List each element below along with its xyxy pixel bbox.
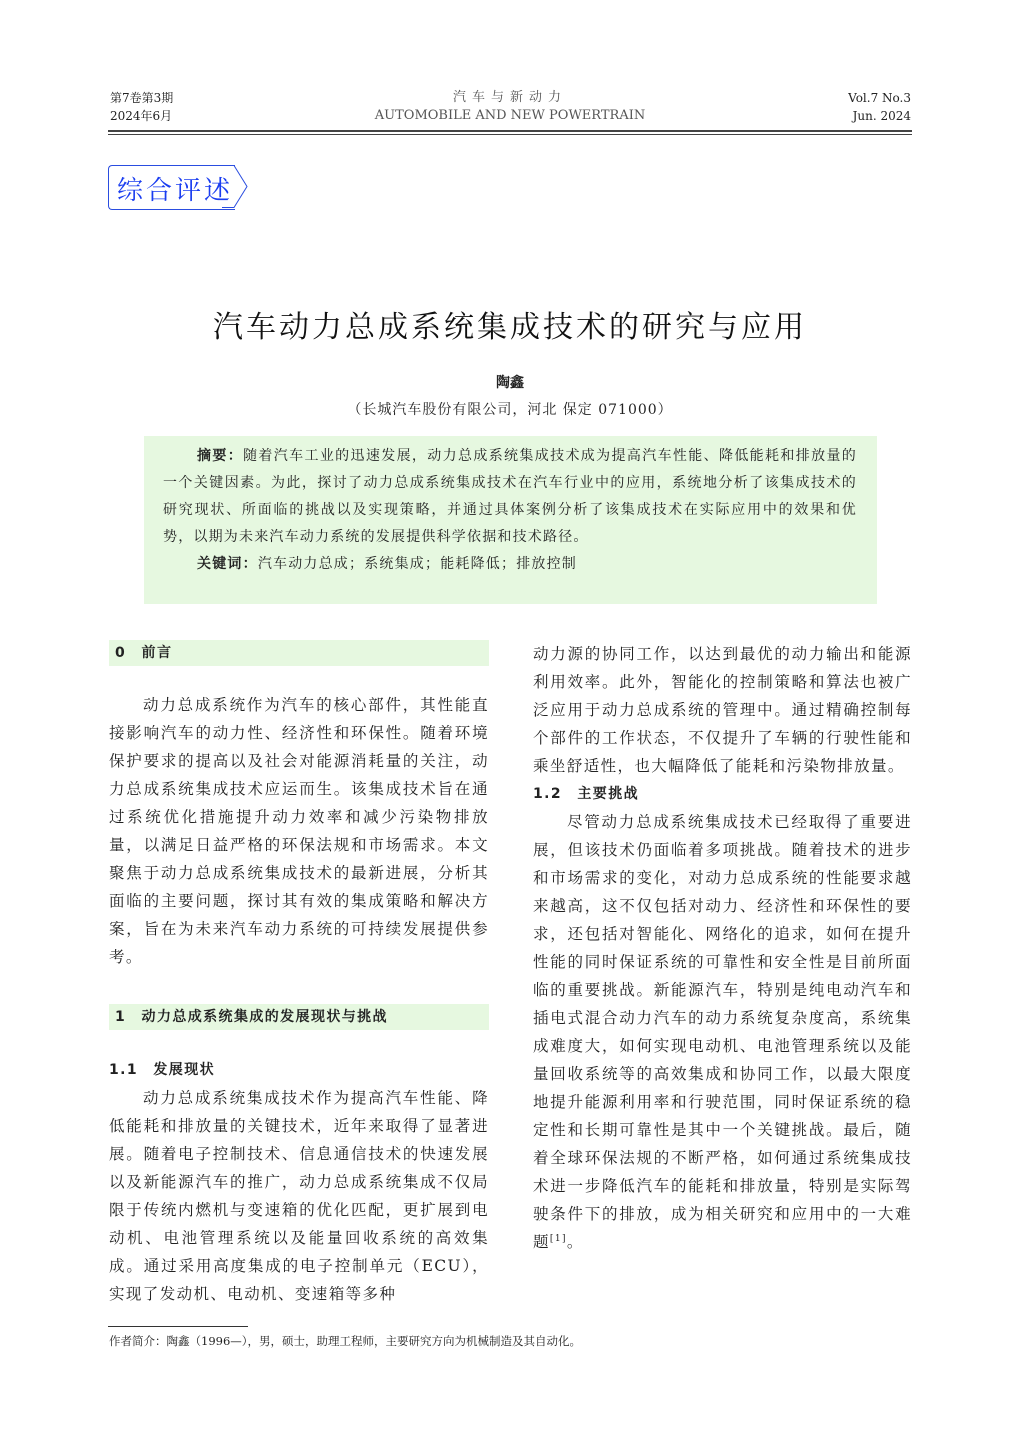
section-1-1-paragraph: 动力总成系统集成技术作为提高汽车性能、降低能耗和排放量的关键技术，近年来取得了显著进展。随着电子控制技术、信息通信技术的快速发展以及新能源汽车的推广，动力总成系统集成不仅局限于传统内燃机与变速箱的优化匹配，更扩展到电动机、电池管理系统以及能量回收系统的高效集成。通过采用高度集成的电子控制单元（ECU），实现了发动机、电动机、变速箱等多种 (109, 1089, 489, 1303)
section-1-heading: 1 动力总成系统集成的发展现状与挑战 (109, 1004, 489, 1030)
section-0-heading: 0 前言 (109, 640, 489, 666)
abstract-label: 摘要： (197, 448, 244, 464)
author: 陶鑫 (496, 375, 524, 391)
article-body (0, 436, 1020, 1369)
citation-link[interactable]: [1] (549, 1233, 567, 1244)
header-rule-thin (108, 134, 912, 135)
section-1-1-paragraph-cont: 动力源的协同工作，以达到最优的动力输出和能源利用效率。此外，智能化的控制策略和算法也被广泛应用于动力总成系统的管理中。通过精确控制每个部件的工作状态，不仅提升了车辆的行驶性能和乘坐舒适性，也大幅降低了能耗和污染物排放量。 (533, 645, 912, 775)
abstract (163, 443, 857, 551)
volume-cn: 第7卷第3期 (110, 91, 174, 105)
issue-info-cn (110, 89, 173, 125)
journal-cn: 汽车与新动力 (452, 90, 567, 105)
right-column (533, 640, 912, 1256)
abstract-text: 随着汽车工业的迅速发展，动力总成系统集成技术成为提高汽车性能、降低能耗和排放量的一个关键因素。为此，探讨了动力总成系统集成技术在汽车行业中的应用，系统地分析了该集成技术的研究现状、所面临的挑战以及实现策略，并通过具体案例分析了该集成技术在实际应用中的效果和优势，以期为未来汽车动力系统的发展提供科学依据和技术路径。 (163, 448, 857, 545)
keywords (163, 551, 857, 578)
author-footnote: 作者简介：陶鑫（1996—），男，硕士，助理工程师，主要研究方向为机械制造及其自动化。 (109, 1334, 582, 1348)
two-column-body (0, 640, 1020, 1308)
period: 。 (566, 1233, 584, 1251)
column-tag: 综合评述 (117, 176, 234, 206)
date-cn: 2024年6月 (110, 109, 173, 123)
section-1-2-text: 尽管动力总成系统集成技术已经取得了重要进展，但该技术仍面临着多项挑战。随着技术的进步和市场需求的变化，对动力总成系统的性能要求越来越高，这不仅包括对动力、经济性和环保性的要求，还包括对智能化、网络化的追求，如何在提升性能的同时保证系统的可靠性和安全性是目前所面临的重要挑战。新能源汽车，特别是纯电动汽车和插电式混合动力汽车的动力系统复杂度高，系统集成难度大，如何实现电动机、电池管理系统以及能量回收系统等的高效集成和协同工作，以最大限度地提升能源利用率和行驶范围，同时保证系统的稳定性和长期可靠性是其中一个关键挑战。最后，随着全球环保法规的不断严格，如何通过系统集成技术进一步降低汽车的能耗和排放量，特别是实际驾驶条件下的排放，成为相关研究和应用中的一大难题 (533, 813, 912, 1251)
paper-title: 汽车动力总成系统集成技术的研究与应用 (213, 310, 807, 345)
volume-en: Vol.7 No.3 (848, 91, 911, 105)
journal-name (300, 89, 720, 125)
section-1-2-heading: 1.2 主要挑战 (533, 786, 640, 802)
issue-info-en (848, 89, 911, 125)
abstract-box (144, 436, 877, 604)
left-column (109, 640, 489, 1308)
keywords-label: 关键词： (197, 556, 258, 572)
section-1-2-paragraph (533, 808, 912, 1256)
footnote-rule (108, 1326, 248, 1327)
affiliation: （长城汽车股份有限公司，河北 保定 071000） (347, 402, 673, 418)
date-en: Jun. 2024 (852, 109, 911, 123)
keywords-text: 汽车动力总成；系统集成；能耗降低；排放控制 (257, 556, 578, 572)
header-rule (108, 130, 912, 132)
section-0-paragraph: 动力总成系统作为汽车的核心部件，其性能直接影响汽车的动力性、经济性和环保性。随着环境保护要求的提高以及社会对能源消耗量的关注，动力总成系统集成技术应运而生。该集成技术旨在通过系统优化措施提升动力效率和减少污染物排放量，以满足日益严格的环保法规和市场需求。本文聚焦于动力总成系统集成技术的最新进展，分析其面临的主要问题，探讨其有效的集成策略和解决方案，旨在为未来汽车动力系统的可持续发展提供参考。 (109, 696, 489, 966)
section-1-1-heading: 1.1 发展现状 (109, 1062, 216, 1078)
journal-en: AUTOMOBILE AND NEW POWERTRAIN (374, 108, 646, 123)
